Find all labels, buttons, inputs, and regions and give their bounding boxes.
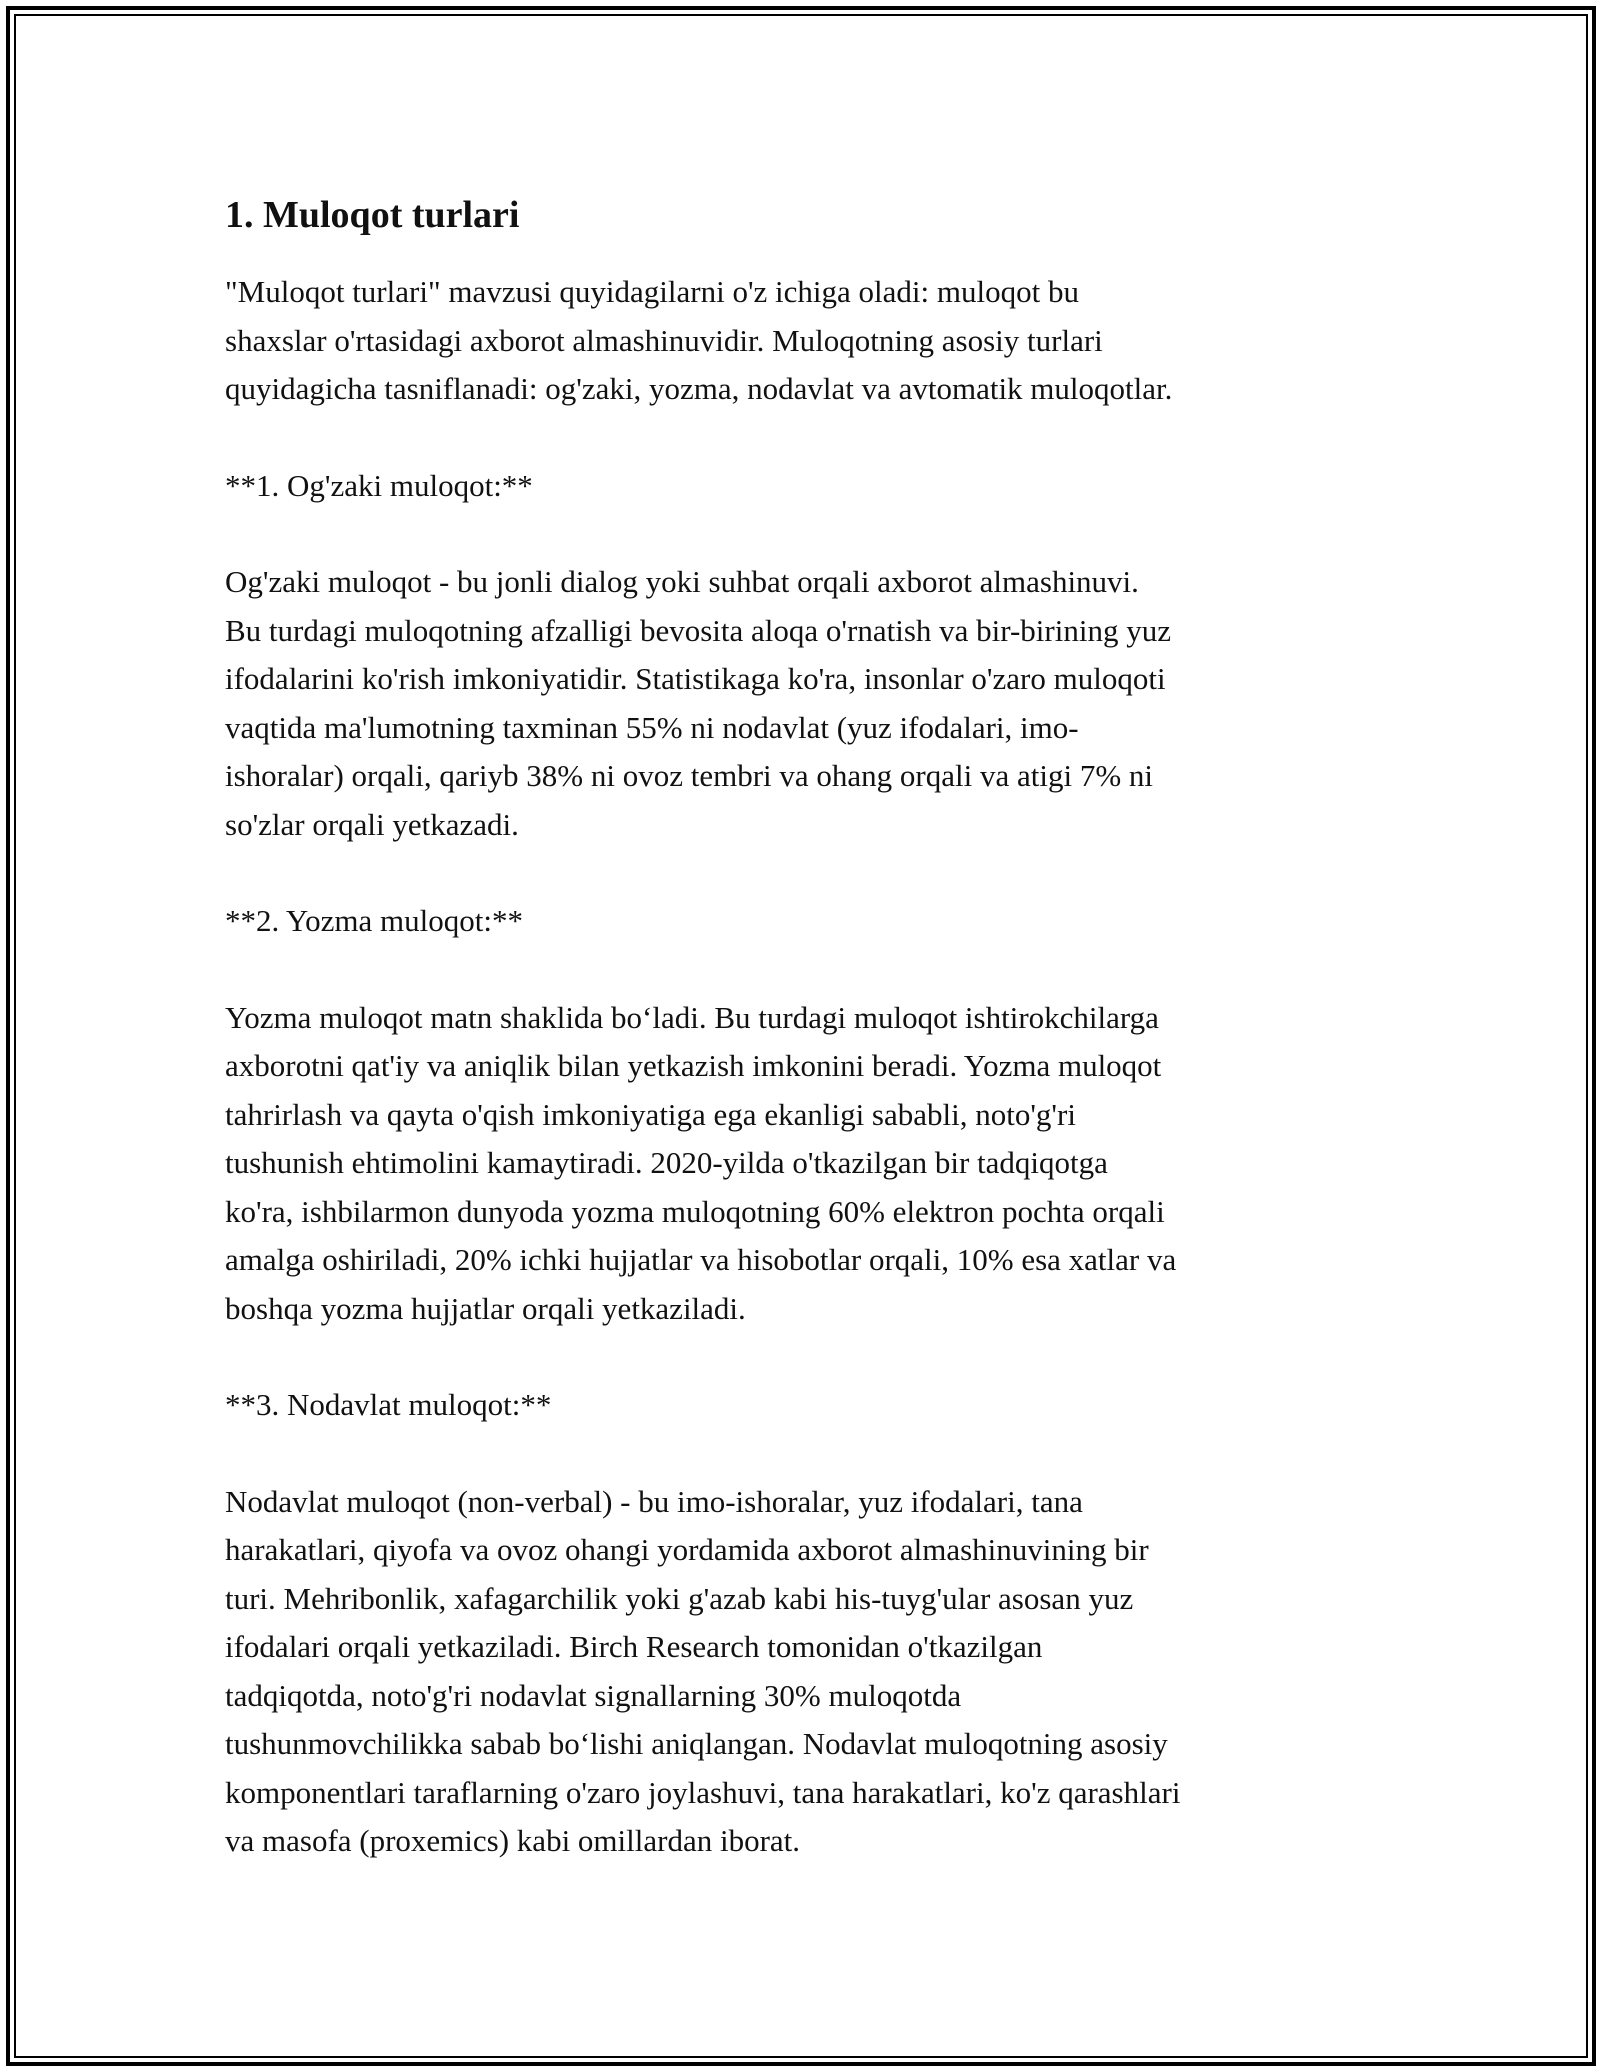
intro-line: quyidagicha tasniflanadi: og'zaki, yozma, nodavlat va avtomatik muloqotlar.	[225, 371, 1173, 406]
paragraph-line: Yozma muloqot matn shaklida bo‘ladi. Bu turdagi muloqot ishtirokchilarga	[225, 999, 1159, 1035]
section-paragraph-nodavlat	[225, 1478, 1375, 1866]
paragraph-line: ko'ra, ishbilarmon dunyoda yozma muloqotning 60% elektron pochta orqali	[225, 1193, 1165, 1229]
paragraph-line: boshqa yozma hujjatlar orqali yetkaziladi.	[225, 1290, 746, 1326]
paragraph-line: ifodalarini ko'rish imkoniyatidir. Statistikaga ko'ra, insonlar o'zaro muloqoti	[225, 661, 1166, 696]
paragraph-line: tushunmovchilikka sabab bo‘lishi aniqlangan. Nodavlat muloqotning asosiy	[225, 1726, 1168, 1761]
paragraph-line: so'zlar orqali yetkazadi.	[225, 806, 519, 842]
paragraph-line: Bu turdagi muloqotning afzalligi bevosita aloqa o'rnatish va bir-birining yuz	[225, 612, 1171, 648]
paragraph-line: va masofa (proxemics) kabi omillardan iborat.	[225, 1823, 801, 1858]
section-paragraph-ogzaki	[225, 558, 1375, 849]
section-heading-nodavlat: **3. Nodavlat muloqot:**	[225, 1387, 552, 1422]
section-paragraph-yozma	[225, 994, 1375, 1334]
paragraph-line: komponentlari taraflarning o'zaro joylashuvi, tana harakatlari, ko'z qarashlari	[225, 1774, 1181, 1810]
paragraph-line: tadqiqotda, noto'g'ri nodavlat signallarning 30% muloqotda	[225, 1677, 962, 1713]
paragraph-line: Og'zaki muloqot - bu jonli dialog yoki suhbat orqali axborot almashinuvi.	[225, 564, 1139, 599]
paragraph-line: ishoralar) orqali, qariyb 38% ni ovoz tembri va ohang orqali va atigi 7% ni	[225, 758, 1154, 793]
intro-paragraph	[225, 268, 1375, 414]
document-title: 1. Muloqot turlari	[225, 194, 520, 236]
paragraph-line: tushunish ehtimolini kamaytiradi. 2020-yilda o'tkazilgan bir tadqiqotga	[225, 1145, 1108, 1180]
paragraph-line: axborotni qat'iy va aniqlik bilan yetkazish imkonini beradi. Yozma muloqot	[225, 1048, 1162, 1083]
paragraph-line: turi. Mehribonlik, xafagarchilik yoki g'azab kabi his-tuyg'ular asosan yuz	[225, 1580, 1134, 1616]
paragraph-line: ifodalari orqali yetkaziladi. Birch Research tomonidan o'tkazilgan	[225, 1629, 1043, 1664]
section-heading-ogzaki: **1. Og'zaki muloqot:**	[225, 467, 533, 503]
paragraph-line: tahrirlash va qayta o'qish imkoniyatiga ega ekanligi sababli, noto'g'ri	[225, 1096, 1076, 1132]
intro-line: "Muloqot turlari" mavzusi quyidagilarni o'z ichiga oladi: muloqot bu	[225, 274, 1079, 309]
paragraph-line: amalga oshiriladi, 20% ichki hujjatlar va hisobotlar orqali, 10% esa xatlar va	[225, 1242, 1177, 1277]
paragraph-line: harakatlari, qiyofa va ovoz ohangi yordamida axborot almashinuvining bir	[225, 1532, 1149, 1567]
document-body	[225, 180, 1375, 1866]
paragraph-line: vaqtida ma'lumotning taxminan 55% ni nodavlat (yuz ifodalari, imo-	[225, 709, 1079, 745]
paragraph-line: Nodavlat muloqot (non-verbal) - bu imo-ishoralar, yuz ifodalari, tana	[225, 1483, 1083, 1519]
section-heading-yozma: **2. Yozma muloqot:**	[225, 903, 523, 938]
intro-line: shaxslar o'rtasidagi axborot almashinuvidir. Muloqotning asosiy turlari	[225, 322, 1103, 358]
